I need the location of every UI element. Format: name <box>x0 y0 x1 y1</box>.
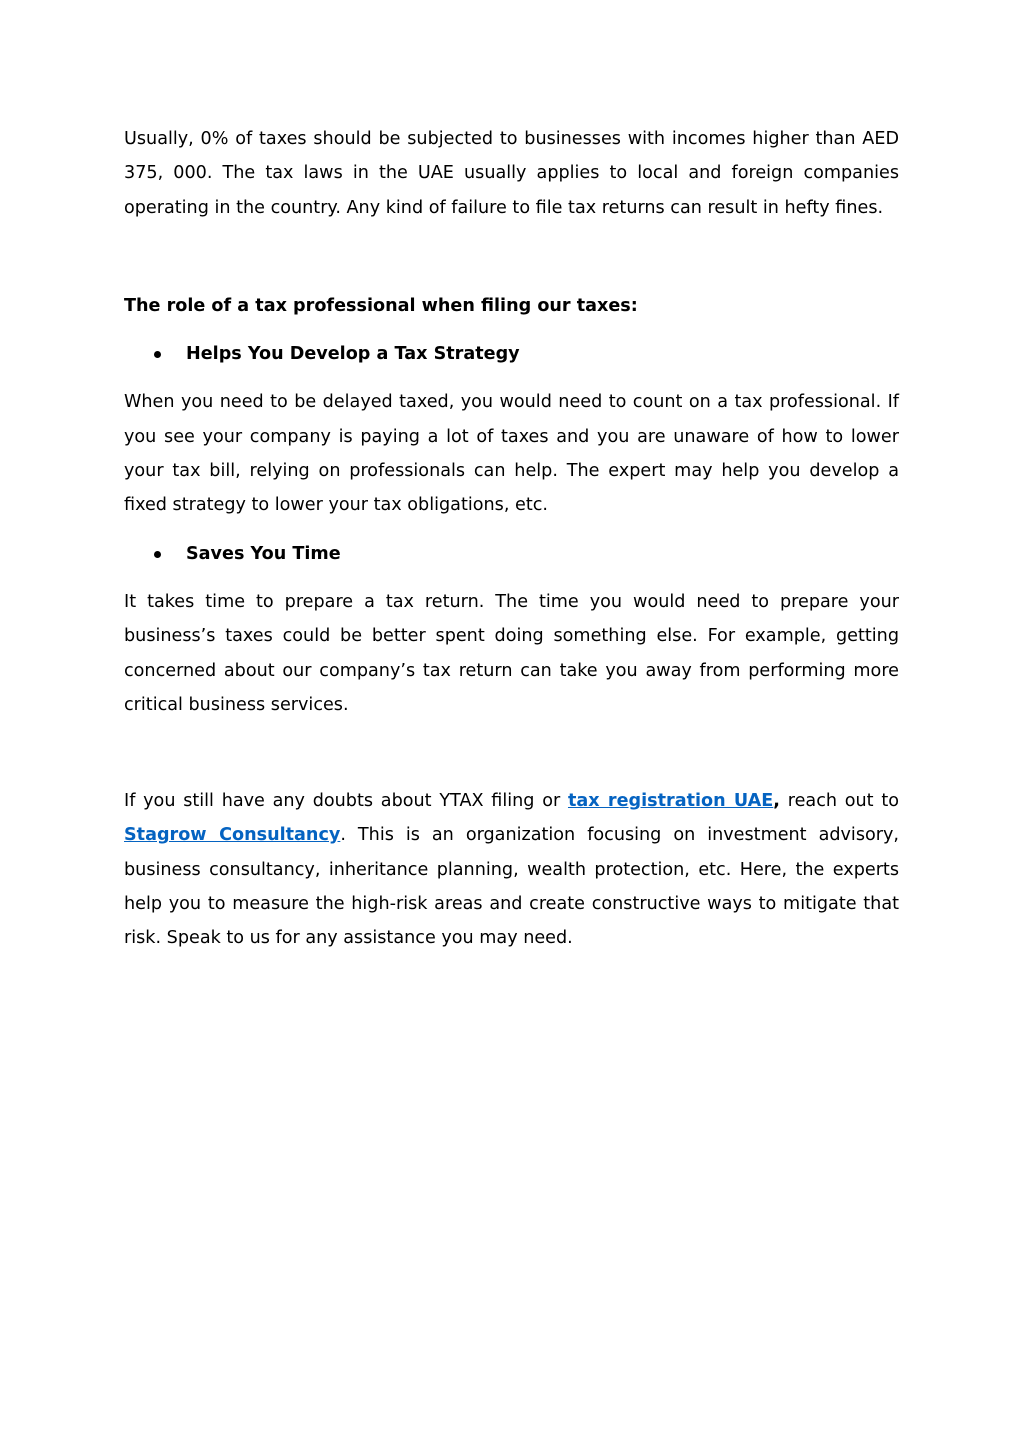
closing-comma: , <box>773 791 780 812</box>
bullet-dot-icon <box>154 351 161 358</box>
bullet-title: Saves You Time <box>186 543 341 564</box>
saves-time-paragraph: It takes time to prepare a tax return. The time you would need to prepare your business’s taxes could be better spent doing something else. For example, getting concerned about our company’s tax return can take you away from performing more critical business services. <box>124 591 899 715</box>
closing-paragraph <box>124 784 899 955</box>
closing-text-start: If you still have any doubts about YTAX filing or <box>124 791 568 812</box>
document-content <box>124 122 899 956</box>
tax-strategy-paragraph: When you need to be delayed taxed, you would need to count on a tax professional. If you see your company is paying a lot of taxes and you are unaware of how to lower your tax bill, relying on professionals can help. The expert may help you develop a fixed strategy to lower your tax obligations, etc. <box>124 392 899 516</box>
bullet-dot-icon <box>154 551 161 558</box>
closing-text-end: . This is an organization focusing on investment advisory, business consultancy, inheritance planning, wealth protection, etc. Here, the experts help you to measure the high-risk areas and create constructive ways to mitigate that risk. Speak to us for any assistance you may need. <box>124 825 899 949</box>
closing-text-middle: reach out to <box>779 791 900 812</box>
bullet-item-tax-strategy <box>124 337 899 371</box>
tax-registration-link[interactable]: tax registration UAE <box>567 791 774 812</box>
bullet-title: Helps You Develop a Tax Strategy <box>186 344 520 365</box>
section-heading: The role of a tax professional when filing our taxes: <box>124 295 638 316</box>
intro-paragraph: Usually, 0% of taxes should be subjected to businesses with incomes higher than AED 375, 000. The tax laws in the UAE usually applies to local and foreign companies operating in the country. Any kind of failure to file tax returns can result in hefty fines. <box>124 129 899 218</box>
bullet-item-saves-time <box>124 537 899 571</box>
stagrow-consultancy-link[interactable]: Stagrow Consultancy <box>124 825 341 846</box>
